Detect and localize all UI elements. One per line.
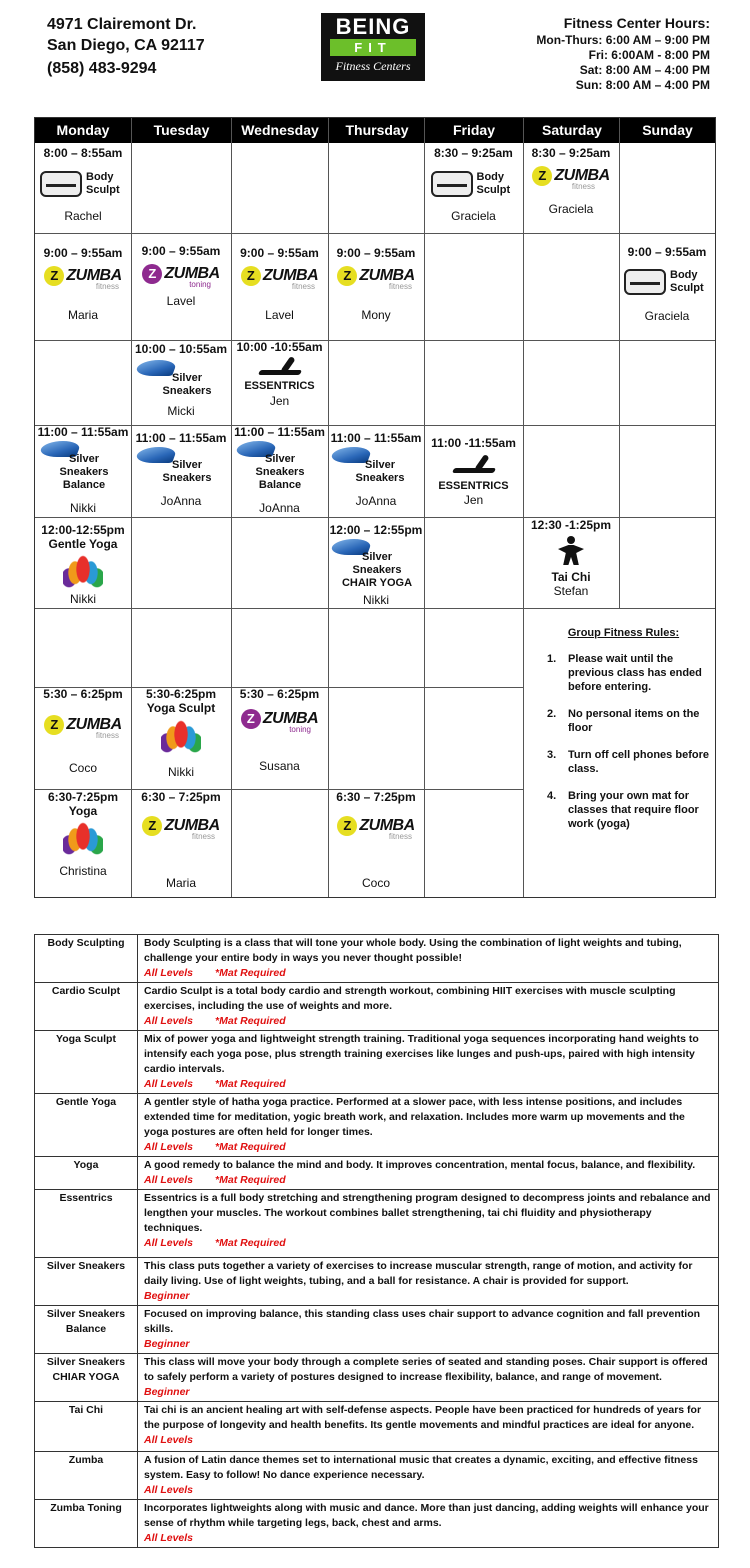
zumba-icon: Z xyxy=(44,715,64,735)
hours-fri: Fri: 6:00AM - 8:00 PM xyxy=(588,48,710,62)
class-wed-zumba-toning xyxy=(231,687,328,773)
class-time: 12:00-12:55pm xyxy=(41,523,125,537)
instructor: Christina xyxy=(59,864,107,878)
description-cell xyxy=(138,1306,719,1354)
instructor: Susana xyxy=(259,759,300,773)
description-cell xyxy=(138,1190,719,1258)
description-class-name: Cardio Sculpt xyxy=(35,983,138,1031)
level-text: Beginner xyxy=(144,1338,190,1350)
day-sunday: Sunday xyxy=(642,122,693,138)
class-fri-body-sculpt xyxy=(424,146,523,223)
zumba-word: ZUMBA xyxy=(554,167,610,184)
description-class-name: Gentle Yoga xyxy=(35,1094,138,1157)
description-row xyxy=(35,1306,719,1354)
class-name: Tai Chi xyxy=(551,570,591,584)
rule-number: 3. xyxy=(547,749,557,761)
rule-item xyxy=(531,707,716,735)
class-time: 8:30 – 9:25am xyxy=(434,146,513,160)
description-class-name: Zumba Toning xyxy=(35,1500,138,1548)
group-fitness-rules xyxy=(531,626,716,844)
zumba-word: ZUMBA xyxy=(164,265,220,282)
address-line-2: San Diego, CA 92117 xyxy=(47,37,205,54)
instructor: Stefan xyxy=(553,584,589,598)
class-time: 11:00 – 11:55am xyxy=(330,431,422,445)
hours-sat: Sat: 8:00 AM – 4:00 PM xyxy=(579,63,710,77)
level-text: Beginner xyxy=(144,1290,190,1302)
zumba-icon: Z xyxy=(532,166,552,186)
description-cell xyxy=(138,1500,719,1548)
level-label xyxy=(144,1140,712,1155)
zumba-logo xyxy=(328,816,424,860)
class-sat-tai-chi xyxy=(523,518,619,598)
description-cell xyxy=(138,983,719,1031)
zumba-word: ZUMBA xyxy=(359,267,415,284)
class-time: 5:30 – 6:25pm xyxy=(239,687,320,701)
class-name: Body Sculpt xyxy=(476,171,511,196)
class-time: 11:00 – 11:55am xyxy=(37,425,129,439)
rule-item xyxy=(531,789,716,831)
zumba-sub: fitness xyxy=(191,832,215,841)
class-name: Silver Sneakers Balance xyxy=(255,453,305,491)
level-label xyxy=(144,1077,712,1092)
instructor: Lavel xyxy=(166,294,196,308)
level-label xyxy=(144,966,712,981)
class-tue-yoga-sculpt xyxy=(131,687,231,779)
class-tue-silver-sneakers xyxy=(131,342,231,418)
zumba-sub: toning xyxy=(189,280,211,289)
description-row xyxy=(35,1258,719,1306)
zumba-logo xyxy=(35,266,131,302)
class-name: Silver Sneakers xyxy=(355,459,405,484)
class-mon-silver-sneakers-balance xyxy=(35,425,131,515)
description-row xyxy=(35,1500,719,1548)
description-text: Mix of power yoga and lightweight strength training. Traditional yoga sequences incorporating hand weights to intensify each yoga pose, plus strength training exercises like lunges and push-ups, paired with high intensity cardio intervals. xyxy=(144,1033,699,1075)
class-time: 10:00 – 10:55am xyxy=(134,342,228,356)
instructor: Graciela xyxy=(451,209,496,223)
level-label xyxy=(144,1289,712,1304)
class-sat-zumba xyxy=(523,146,619,216)
zumba-word: ZUMBA xyxy=(262,710,319,727)
level-text: All Levels xyxy=(144,1078,194,1090)
instructor: JoAnna xyxy=(259,501,300,515)
description-text: A good remedy to balance the mind and body. It improves concentration, mental focus, balance, and flexibility. xyxy=(144,1159,696,1171)
zumba-icon: Z xyxy=(337,266,357,286)
dumbbell-icon xyxy=(624,269,666,295)
class-wed-essentrics xyxy=(231,340,328,408)
rule-number: 1. xyxy=(547,653,557,665)
class-wed-silver-sneakers-balance xyxy=(231,425,328,515)
instructor: Coco xyxy=(68,761,97,775)
instructor: JoAnna xyxy=(160,494,202,508)
zumba-icon: Z xyxy=(241,266,261,286)
mat-required-text: *Mat Required xyxy=(215,1237,286,1249)
instructor: Nikki xyxy=(363,593,389,607)
class-thu-zumba-evening xyxy=(328,790,424,890)
zumba-icon: Z xyxy=(142,816,162,836)
class-name: Silver Sneakers xyxy=(162,459,212,484)
description-row xyxy=(35,1354,719,1402)
level-text: All Levels xyxy=(144,967,194,979)
description-text: This class puts together a variety of exercises to increase muscular strength, range of motion, and activity for daily living. Use of light weights, tubing, and a ball for resistance. A chair is provided for support. xyxy=(144,1260,693,1287)
class-thu-silver-sneakers-chair-yoga xyxy=(328,523,424,607)
zumba-word: ZUMBA xyxy=(66,716,122,733)
description-class-name: Yoga xyxy=(35,1157,138,1190)
class-name: Yoga xyxy=(68,804,98,818)
zumba-icon: Z xyxy=(44,266,64,286)
zumba-word: ZUMBA xyxy=(66,267,122,284)
class-tue-zumba-evening xyxy=(131,790,231,890)
description-text: A fusion of Latin dance themes set to international music that creates a dynamic, exciting, and effective fitness system. Easy to follow! No dance experience necessary. xyxy=(144,1454,698,1481)
level-label xyxy=(144,1014,712,1029)
zumba-sub: fitness xyxy=(388,282,412,291)
description-row xyxy=(35,1402,719,1452)
mat-required-text: *Mat Required xyxy=(215,1141,286,1153)
level-text: All Levels xyxy=(144,1484,194,1496)
gym-address xyxy=(47,14,205,79)
lotus-icon xyxy=(63,821,103,855)
class-time: 9:00 – 9:55am xyxy=(336,246,416,260)
zumba-sub: fitness xyxy=(291,282,315,291)
instructor: Micki xyxy=(167,404,195,418)
level-label xyxy=(144,1385,712,1400)
class-time: 11:00 – 11:55am xyxy=(135,431,227,445)
grid-line xyxy=(35,233,715,234)
class-time: 6:30 – 7:25pm xyxy=(141,790,221,804)
instructor: Coco xyxy=(361,876,390,890)
class-tue-zumba-toning xyxy=(131,244,231,308)
description-class-name: Yoga Sculpt xyxy=(35,1031,138,1094)
day-header-row xyxy=(35,118,715,143)
class-time: 11:00 -11:55am xyxy=(431,436,516,450)
class-mon-body-sculpt xyxy=(35,146,131,223)
description-class-name: Silver Sneakers Balance xyxy=(35,1306,138,1354)
class-name: Yoga Sculpt xyxy=(146,701,216,715)
class-time: 8:30 – 9:25am xyxy=(531,146,611,160)
description-row xyxy=(35,1190,719,1258)
class-time: 12:30 -1:25pm xyxy=(530,518,612,532)
description-cell xyxy=(138,1354,719,1402)
level-text: All Levels xyxy=(144,1434,194,1446)
grid-line xyxy=(35,425,715,426)
zumba-sub: fitness xyxy=(95,282,119,291)
level-text: All Levels xyxy=(144,1174,194,1186)
lotus-icon xyxy=(161,719,201,753)
instructor: JoAnna xyxy=(355,494,397,508)
phone-number: (858) 483-9294 xyxy=(47,60,157,77)
zumba-sub: fitness xyxy=(388,832,412,841)
class-mon-zumba xyxy=(35,246,131,322)
level-text: Beginner xyxy=(144,1386,190,1398)
rule-number: 2. xyxy=(547,708,557,720)
description-row xyxy=(35,1452,719,1500)
instructor: Maria xyxy=(165,876,196,890)
class-wed-zumba xyxy=(231,246,328,322)
description-class-name: Zumba xyxy=(35,1452,138,1500)
class-mon-gentle-yoga xyxy=(35,523,131,606)
instructor: Nikki xyxy=(70,592,96,606)
class-name: ESSENTRICS xyxy=(244,380,315,392)
rule-item xyxy=(531,652,716,694)
grid-line xyxy=(424,118,425,897)
logo-fit: FIT xyxy=(330,39,416,56)
logo-being: BEING xyxy=(335,14,411,39)
class-sun-body-sculpt xyxy=(619,245,715,323)
zumba-word: ZUMBA xyxy=(164,817,220,834)
class-mon-yoga xyxy=(35,790,131,878)
class-time: 10:00 -10:55am xyxy=(236,340,323,354)
description-cell xyxy=(138,1094,719,1157)
class-name: Silver Sneakers Balance xyxy=(59,453,109,491)
instructor: Jen xyxy=(269,394,290,408)
class-thu-silver-sneakers xyxy=(328,431,424,508)
dumbbell-icon xyxy=(40,171,82,197)
class-tue-silver-sneakers-2 xyxy=(131,431,231,508)
class-time: 9:00 – 9:55am xyxy=(141,244,221,258)
day-tuesday: Tuesday xyxy=(153,122,210,138)
zumba-icon: Z xyxy=(142,264,162,284)
hours-mon-thurs: Mon-Thurs: 6:00 AM – 9:00 PM xyxy=(536,33,710,47)
class-time: 5:30-6:25pm xyxy=(145,687,217,701)
instructor: Rachel xyxy=(64,209,102,223)
class-name: ESSENTRICS xyxy=(438,480,509,492)
rules-title: Group Fitness Rules: xyxy=(567,627,680,639)
zumba-logo xyxy=(231,266,328,302)
zumba-icon: Z xyxy=(337,816,357,836)
zumba-toning-logo xyxy=(231,709,328,753)
day-monday: Monday xyxy=(56,122,110,138)
zumba-word: ZUMBA xyxy=(262,267,319,284)
description-text: Tai chi is an ancient healing art with self-defense aspects. People have been practiced for hundreds of years for the purpose of longevity and health benefits. Its gentle movements and mindful practices are ideal for anyone. xyxy=(144,1404,702,1431)
mat-required-text: *Mat Required xyxy=(215,967,286,979)
class-time: 6:30-7:25pm xyxy=(47,790,119,804)
class-time: 5:30 – 6:25pm xyxy=(43,687,123,701)
description-cell xyxy=(138,1157,719,1190)
instructor: Maria xyxy=(67,308,98,322)
being-fit-logo xyxy=(321,13,425,81)
mat-required-text: *Mat Required xyxy=(215,1174,286,1186)
description-cell xyxy=(138,1402,719,1452)
class-time: 8:00 – 8:55am xyxy=(43,146,123,160)
day-saturday: Saturday xyxy=(542,122,602,138)
rule-text: Please wait until the previous class has ended before entering. xyxy=(568,653,702,693)
level-label xyxy=(144,1173,712,1188)
description-row xyxy=(35,1031,719,1094)
lotus-icon xyxy=(63,554,103,588)
description-cell xyxy=(138,1452,719,1500)
day-friday: Friday xyxy=(452,122,495,138)
class-time: 6:30 – 7:25pm xyxy=(336,790,416,804)
logo-fitness-centers: Fitness Centers xyxy=(335,59,411,73)
description-text: Body Sculpting is a class that will tone your whole body. Using the combination of light weights and tubing, challenge your entire body in ways you never thought possible! xyxy=(144,937,682,964)
zumba-sub: toning xyxy=(289,725,311,734)
class-time: 11:00 – 11:55am xyxy=(234,425,325,439)
description-text: Incorporates lightweights along with music and dance. More than just dancing, adding weights will enhance your sense of rhythm while targeting legs, back, chest and arms. xyxy=(144,1502,709,1529)
class-thu-zumba xyxy=(328,246,424,322)
zumba-icon: Z xyxy=(241,709,261,729)
grid-line xyxy=(35,608,715,609)
instructor: Graciela xyxy=(548,202,594,216)
instructor: Graciela xyxy=(644,309,690,323)
instructor: Lavel xyxy=(265,308,294,322)
level-text: All Levels xyxy=(144,1141,194,1153)
hours-sun: Sun: 8:00 AM – 4:00 PM xyxy=(575,78,710,92)
level-text: All Levels xyxy=(144,1532,194,1544)
description-class-name: Silver Sneakers CHIAR YOGA xyxy=(35,1354,138,1402)
grid-line xyxy=(619,118,620,608)
class-fri-essentrics xyxy=(424,436,523,507)
essentrics-icon xyxy=(255,356,305,378)
grid-line xyxy=(523,118,524,897)
description-row xyxy=(35,1157,719,1190)
class-name: Silver Sneakers xyxy=(162,372,212,397)
address-line-1: 4971 Clairemont Dr. xyxy=(47,16,197,33)
description-text: A gentler style of hatha yoga practice. Performed at a slower pace, with less intense positions, and includes extended time for meditation, yogic breath work, and relaxation. Includes more warm up movements and the yoga postures are often held for longer times. xyxy=(144,1096,685,1138)
mat-required-text: *Mat Required xyxy=(215,1015,286,1027)
zumba-logo xyxy=(131,816,231,860)
description-cell xyxy=(138,1031,719,1094)
class-mon-zumba-evening xyxy=(35,687,131,775)
class-time: 12:00 – 12:55pm xyxy=(329,523,423,537)
zumba-logo xyxy=(35,715,131,753)
zumba-logo xyxy=(523,166,619,198)
level-text: All Levels xyxy=(144,1237,194,1249)
level-label xyxy=(144,1236,712,1251)
zumba-toning-logo xyxy=(131,264,231,292)
description-cell xyxy=(138,935,719,983)
description-row xyxy=(35,935,719,983)
zumba-sub: fitness xyxy=(95,731,119,740)
level-label xyxy=(144,1483,712,1498)
description-text: Cardio Sculpt is a total body cardio and strength workout, combining HIIT exercises with muscle sculpting exercises, including the use of weights and more. xyxy=(144,985,676,1012)
description-text: Focused on improving balance, this standing class uses chair support to advance cognition and fall prevention skills. xyxy=(144,1308,701,1335)
description-class-name: Body Sculpting xyxy=(35,935,138,983)
description-class-name: Essentrics xyxy=(35,1190,138,1258)
rule-item xyxy=(531,748,716,776)
description-text: Essentrics is a full body stretching and strengthening program designed to decompress joints and rebalance and lengthen your muscles. The workout combines ballet strengthening, tai chi fluidity and physiotherapy techniques. xyxy=(144,1192,711,1234)
day-thursday: Thursday xyxy=(345,122,409,138)
rule-number: 4. xyxy=(547,790,557,802)
level-label xyxy=(144,1337,712,1352)
class-name: Body Sculpt xyxy=(86,171,120,196)
description-text: This class will move your body through a complete series of seated and standing poses. Chair support is offered to safely perform a variety of postures designed to increase flexibility, balance, and range of movement. xyxy=(144,1356,708,1383)
rule-text: No personal items on the floor xyxy=(568,708,700,734)
grid-line xyxy=(35,340,715,341)
tai-chi-icon xyxy=(554,536,588,566)
description-cell xyxy=(138,1258,719,1306)
instructor: Jen xyxy=(463,493,484,507)
mat-required-text: *Mat Required xyxy=(215,1078,286,1090)
description-row xyxy=(35,1094,719,1157)
rule-text: Bring your own mat for classes that require floor work (yoga) xyxy=(568,790,699,830)
description-class-name: Silver Sneakers xyxy=(35,1258,138,1306)
essentrics-icon xyxy=(449,454,499,476)
instructor: Nikki xyxy=(70,501,96,515)
weekly-class-schedule xyxy=(34,117,716,898)
rule-text: Turn off cell phones before class. xyxy=(568,749,709,775)
class-name: Gentle Yoga xyxy=(48,537,118,551)
class-name: Silver Sneakers CHAIR YOGA xyxy=(341,551,413,589)
class-descriptions-table xyxy=(34,934,719,1548)
level-label xyxy=(144,1531,712,1546)
instructor: Nikki xyxy=(168,765,194,779)
level-label xyxy=(144,1433,712,1448)
class-time: 9:00 – 9:55am xyxy=(627,245,707,259)
instructor: Mony xyxy=(361,308,391,322)
class-name: Body Sculpt xyxy=(670,269,704,294)
hours-title: Fitness Center Hours: xyxy=(563,15,710,31)
zumba-logo xyxy=(328,266,424,302)
dumbbell-icon xyxy=(431,171,473,197)
level-text: All Levels xyxy=(144,1015,194,1027)
class-time: 9:00 – 9:55am xyxy=(43,246,123,260)
description-class-name: Tai Chi xyxy=(35,1402,138,1452)
description-row xyxy=(35,983,719,1031)
zumba-word: ZUMBA xyxy=(359,817,415,834)
day-wednesday: Wednesday xyxy=(241,122,319,138)
class-time: 9:00 – 9:55am xyxy=(240,246,319,260)
zumba-sub: fitness xyxy=(571,182,595,191)
fitness-center-hours xyxy=(536,14,710,93)
